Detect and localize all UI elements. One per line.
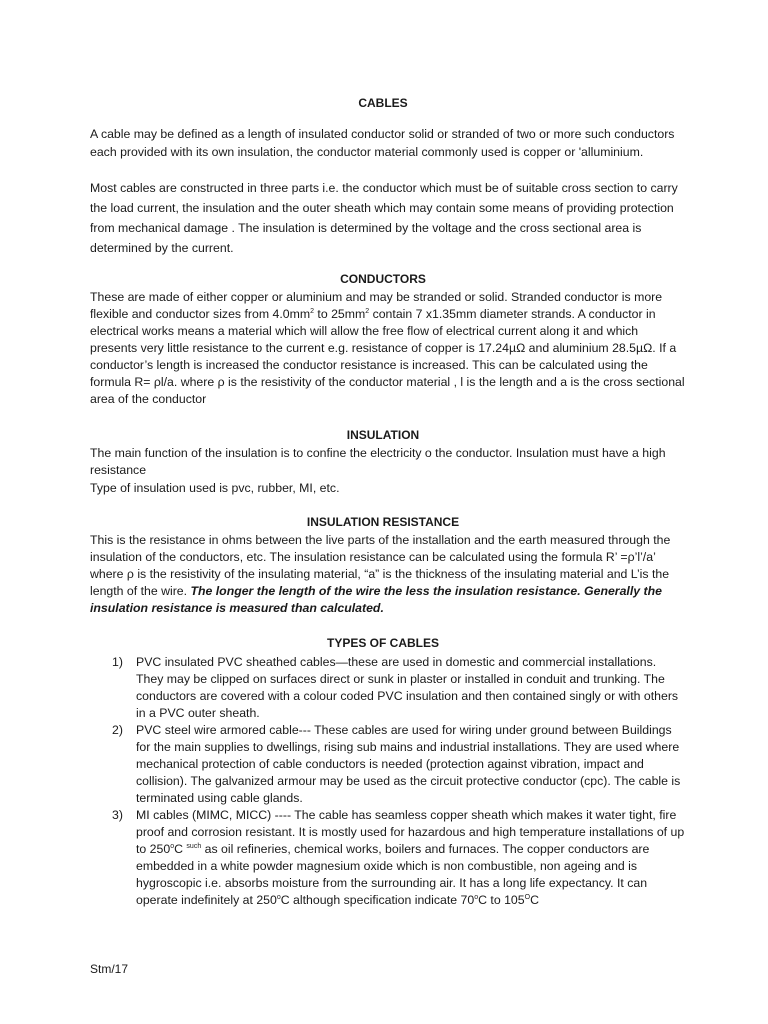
cables-paragraph-1: A cable may be defined as a length of insulated conductor solid or stranded of two or more such conductors each provided with its own insulation, the conductor material commonly used is copper or 'alluminium. — [90, 127, 675, 159]
conductors-paragraph: These are made of either copper or aluminium and may be stranded or solid. Stranded conductor is more flexible and conductor sizes from $4.0mm^2$ to $25mm^2$ contain 7 x1.35mm diameter strands. A conductor in electrical works means a material which will allow the free flow of electrical current along it and which presents very little resistance to the current e.g. resistance of copper is 17.24µΩ and aluminium 28.5µΩ. If a conductor’s length is increased the conductor resistance is increased. This can be calculated using the formula R= ρl/a. where ρ is the resistivity of the conductor material , l is the length and a is the cross sectional area of the conductor — [90, 290, 685, 406]
list-item: 2) PVC steel wire armored cable--- These cables are used for wiring under ground between Buildings for the main supplies to dwellings, rising sub mains and industrial installations. They are used where mechanical protection of cable conductors is needed (protection against vibration, impact and collision). The galvanized armour may be used as the circuit protective conductor (cpc). The cable is terminated using cable glands. — [112, 723, 681, 805]
list-item: 3) MI cables (MIMC, MICC) ---- The cable has seamless copper sheath which makes it water tight, fire proof and corrosion resistant. It is mostly used for hazardous and high temperature installations of up to 250$^o$C $^{such}$ as oil refineries, chemical works, boilers and furnaces. The copper conductors are embedded in a white powder magnesium oxide which is non combustible, non ageing and is hygroscopic i.e. absorbs moisture from the surrounding air. It has a long life expectancy. It can operate indefinitely at 250$^o$C although specification indicate 70$^o$C to $105^OC$ — [112, 808, 685, 907]
list-item: 1) PVC insulated PVC sheathed cables—these are used in domestic and commercial installations. They may be clipped on surfaces direct or sunk in plaster or installed in conduit and trunking. The conductors are covered with a colour coded PVC insulation and then contained singly or with others in a PVC outer sheath. — [112, 655, 679, 720]
cable-types-list — [112, 654, 686, 909]
heading-cables: CABLES — [358, 96, 408, 110]
insulation-resistance-paragraph: This is the resistance in ohms between the live parts of the installation and the earth measured through the insulation of the conductors, etc. The insulation resistance can be calculated using the formula R’ =ρ’l’/a’ where ρ is the resistivity of the insulating material, “a” is the thickness of the insulating material and L’is the length of the wire. The longer the length of the wire the less the insulation resistance. Generally the insulation resistance is measured than calculated. — [90, 533, 671, 615]
heading-insulation-resistance: INSULATION RESISTANCE — [306, 515, 460, 529]
insulation-paragraph-2: Type of insulation used is pvc, rubber, MI, etc. — [90, 481, 340, 495]
cables-paragraph-2: Most cables are constructed in three parts i.e. the conductor which must be of suitable cross section to carry the load current, the insulation and the outer sheath which may contain some means of providing protection from mechanical damage . The insulation is determined by the voltage and the cross sectional area is determined by the current. — [90, 181, 678, 255]
heading-insulation: INSULATION — [346, 428, 420, 442]
insulation-paragraph-1: The main function of the insulation is to confine the electricity o the conductor. Insulation must have a high resistance — [90, 446, 666, 477]
insulation-resistance-emphasis: The longer the length of the wire the less the insulation resistance. Generally the insulation resistance is measured than calculated. — [90, 584, 662, 615]
page-footer: Stm/17 — [90, 962, 129, 976]
heading-types-of-cables: TYPES OF CABLES — [326, 636, 439, 650]
heading-conductors: CONDUCTORS — [340, 272, 426, 286]
